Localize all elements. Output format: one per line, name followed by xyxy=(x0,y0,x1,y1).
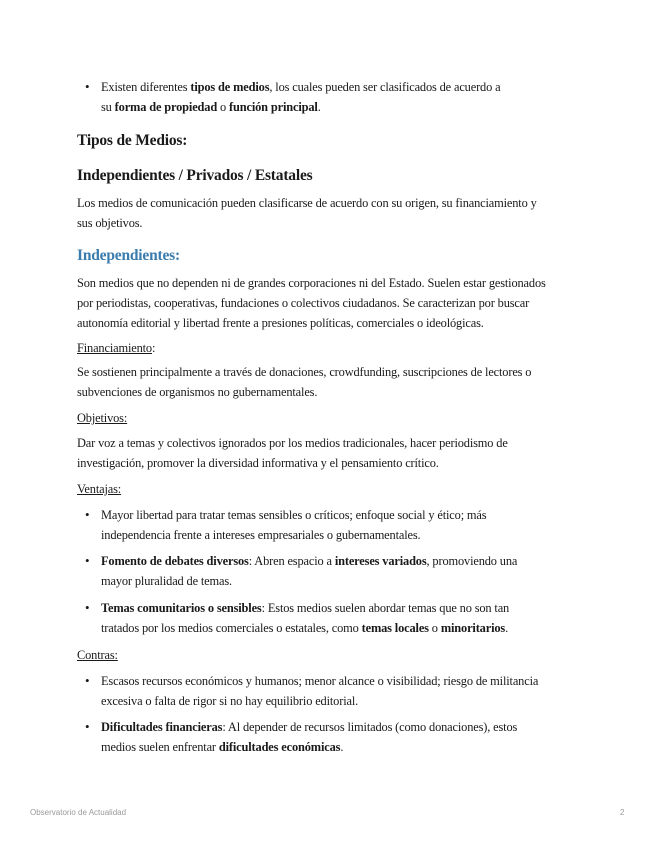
financiamiento-label xyxy=(77,338,155,358)
page-number: 2 xyxy=(620,808,625,817)
bold-text: Dificultades financieras xyxy=(101,720,223,734)
ventajas-list xyxy=(77,551,587,591)
text: o xyxy=(217,100,230,114)
bold-text: Temas comunitarios o sensibles xyxy=(101,601,262,615)
ventajas-label: Ventajas: xyxy=(77,482,122,496)
text: medios suelen enfrentar xyxy=(101,740,219,754)
text: o xyxy=(428,621,441,635)
text: tratados por los medios comerciales o estatales, como xyxy=(101,621,362,635)
heading-categorias: Independientes / Privados / Estatales xyxy=(77,167,313,184)
objetivos-paragraph xyxy=(77,433,587,473)
text: , promoviendo una xyxy=(426,554,518,568)
text: , los cuales pueden ser clasificados de acuerdo a xyxy=(269,80,501,94)
heading-tipos: Tipos de Medios: xyxy=(77,132,188,149)
bold-text: dificultades económicas xyxy=(218,740,341,754)
text: su xyxy=(101,100,115,114)
heading-independientes: Independientes: xyxy=(77,247,180,264)
text: . xyxy=(505,621,509,635)
list-item xyxy=(77,598,587,638)
text: mayor pluralidad de temas. xyxy=(101,574,232,588)
text: : xyxy=(151,341,156,355)
bold-text: Fomento de debates diversos xyxy=(101,554,249,568)
text: : Abren espacio a xyxy=(248,554,335,568)
paragraph-line: por periodistas, cooperativas, fundaciones o colectivos ciudadanos. Se caracterizan por buscar xyxy=(77,296,530,310)
text: independencia frente a intereses empresariales o gubernamentales. xyxy=(101,528,421,542)
text: : Al depender de recursos limitados (como donaciones), estos xyxy=(222,720,518,734)
text: . xyxy=(340,740,344,754)
text: . xyxy=(317,100,321,114)
footer-label: Observatorio de Actualidad xyxy=(30,808,127,817)
contras-label: Contras: xyxy=(77,648,118,662)
paragraph-line: Dar voz a temas y colectivos ignorados por los medios tradicionales, hacer periodismo de xyxy=(77,436,508,450)
list-item xyxy=(77,77,587,117)
text: : Estos medios suelen abordar temas que no son tan xyxy=(261,601,510,615)
bold-text: tipos de medios xyxy=(190,80,270,94)
paragraph-line: sus objetivos. xyxy=(77,216,143,230)
section-label: Financiamiento xyxy=(77,341,152,355)
intro-list xyxy=(77,77,587,117)
bold-text: función principal xyxy=(229,100,318,114)
paragraph-line: investigación, promover la diversidad informativa y el pensamiento crítico. xyxy=(77,456,439,470)
text: Existen diferentes xyxy=(101,80,191,94)
bold-text: minoritarios xyxy=(440,621,506,635)
paragraph-line: Son medios que no dependen ni de grandes corporaciones ni del Estado. Suelen estar gestionados xyxy=(77,276,546,290)
paragraph-line: autonomía editorial y libertad frente a presiones políticas, comerciales o ideológicas. xyxy=(77,316,484,330)
financiamiento-paragraph xyxy=(77,362,587,402)
objetivos-label: Objetivos: xyxy=(77,411,128,425)
list-item xyxy=(77,671,587,711)
paragraph-line: Los medios de comunicación pueden clasificarse de acuerdo con su origen, su financiamiento y xyxy=(77,196,537,210)
bold-text: intereses variados xyxy=(334,554,427,568)
text: Mayor libertad para tratar temas sensibles o críticos; enfoque social y ético; más xyxy=(101,508,487,522)
list-item xyxy=(77,551,587,591)
bold-text: forma de propiedad xyxy=(114,100,218,114)
contras-list xyxy=(77,671,587,711)
paragraph-line: subvenciones de organismos no gubernamentales. xyxy=(77,385,318,399)
ventajas-list xyxy=(77,598,587,638)
paragraph-line: Se sostienen principalmente a través de donaciones, crowdfunding, suscripciones de lectores o xyxy=(77,365,532,379)
bold-text: temas locales xyxy=(361,621,429,635)
list-item xyxy=(77,505,587,545)
list-item xyxy=(77,717,587,757)
text: excesiva o falta de rigor si no hay equilibrio editorial. xyxy=(101,694,359,708)
intro-paragraph xyxy=(77,193,587,233)
ventajas-list xyxy=(77,505,587,545)
text: Escasos recursos económicos y humanos; menor alcance o visibilidad; riesgo de militancia xyxy=(101,674,539,688)
independientes-paragraph xyxy=(77,273,597,333)
contras-list xyxy=(77,717,587,757)
